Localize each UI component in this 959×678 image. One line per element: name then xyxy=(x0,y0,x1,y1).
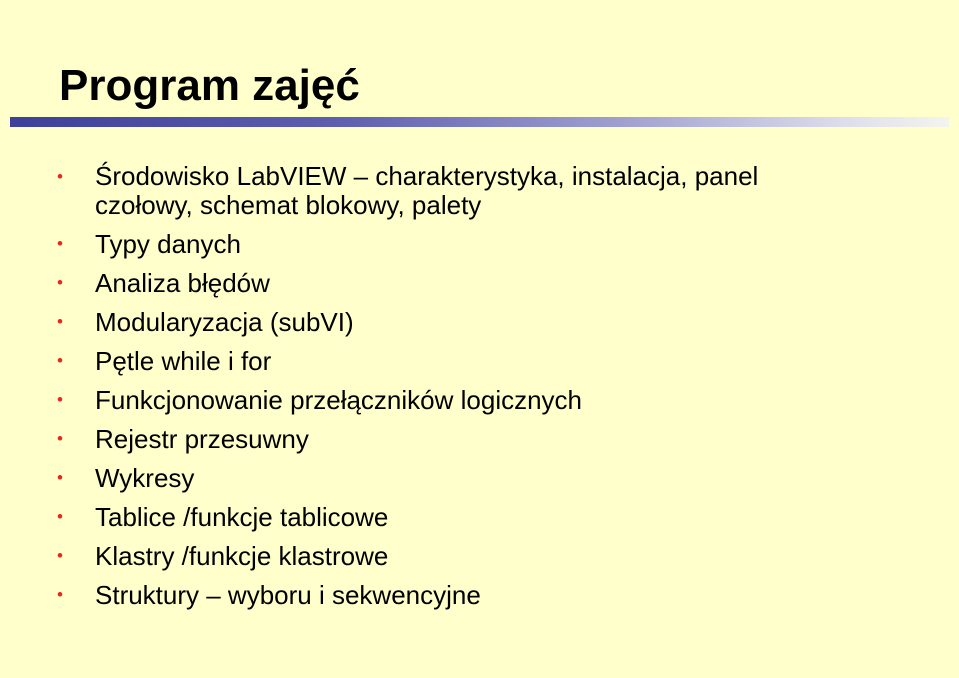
list-item xyxy=(0,424,815,454)
bullet-icon: • xyxy=(57,351,63,370)
list-item xyxy=(0,541,815,571)
bullet-icon: • xyxy=(57,273,63,292)
list-item-text: Wykresy xyxy=(95,463,195,493)
list-item-text: Środowisko LabVIEW – charakterystyka, instalacja, panel czołowy, schemat blokowy, palety xyxy=(95,161,759,220)
bullet-icon: • xyxy=(57,585,63,604)
list-item-text: Rejestr przesuwny xyxy=(95,424,309,454)
bullet-icon: • xyxy=(57,429,63,448)
bullet-icon: • xyxy=(57,507,63,526)
bullet-list xyxy=(0,162,940,619)
list-item-text: Modularyzacja (subVI) xyxy=(95,307,354,337)
list-item-text: Tablice /funkcje tablicowe xyxy=(95,502,389,532)
list-item xyxy=(0,502,815,532)
list-item xyxy=(0,307,815,337)
bullet-icon: • xyxy=(57,312,63,331)
bullet-icon: • xyxy=(57,546,63,565)
slide-title: Program zajęć xyxy=(59,61,360,110)
list-item xyxy=(0,268,815,298)
list-item xyxy=(0,385,815,415)
bullet-icon: • xyxy=(57,468,63,487)
list-item-text: Funkcjonowanie przełączników logicznych xyxy=(95,385,583,415)
bullet-icon: • xyxy=(57,390,63,409)
bullet-icon: • xyxy=(57,234,63,253)
bullet-icon: • xyxy=(57,167,63,186)
list-item-text: Klastry /funkcje klastrowe xyxy=(95,541,389,571)
list-item xyxy=(0,580,815,610)
list-item-text: Analiza błędów xyxy=(95,268,270,298)
list-item xyxy=(0,162,815,220)
list-item xyxy=(0,463,815,493)
list-item-text: Struktury – wyboru i sekwencyjne xyxy=(95,580,481,610)
list-item xyxy=(0,346,815,376)
list-item xyxy=(0,229,815,259)
title-divider xyxy=(10,117,949,127)
list-item-text: Typy danych xyxy=(95,229,241,259)
list-item-text: Pętle while i for xyxy=(95,346,272,376)
